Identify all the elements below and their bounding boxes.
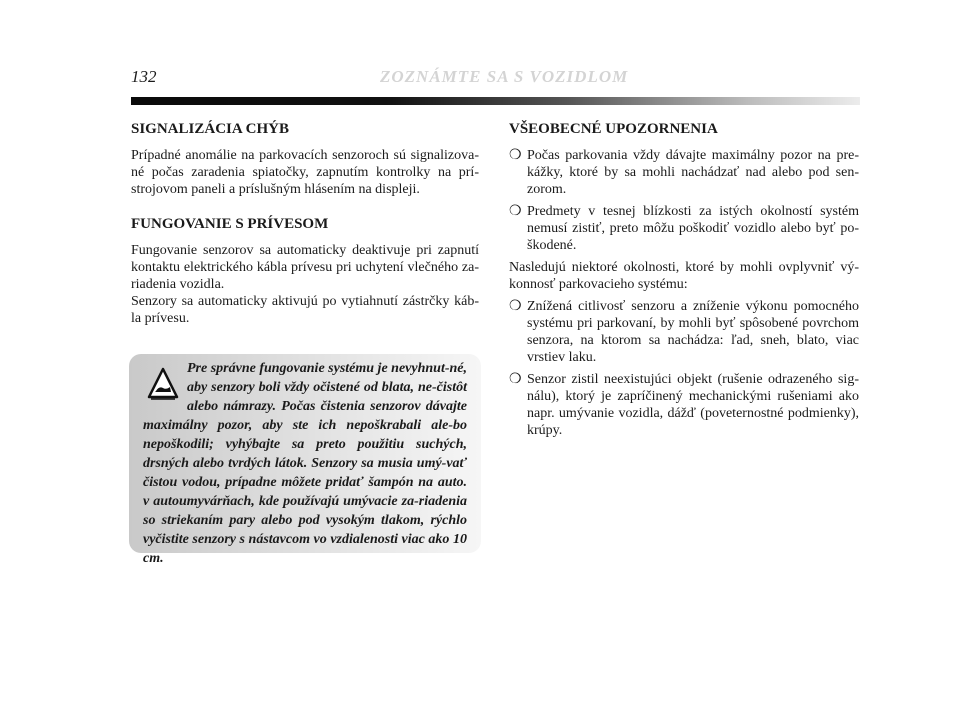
trailer-text-1: Fungovanie senzorov sa automaticky deaktivuje pri zapnutí kontaktu elektrického kábla prívesu pri uchytení vlečného za-riadenia vozidla. <box>131 243 479 292</box>
list-item-text: Znížená citlivosť senzoru a zníženie výkonu pomocného systému pri parkovaní, by mohli byť spôsobené povrchom senzora, na ktorom sa nachádza: ľad, sneh, blato, viac vrstiev laku. <box>527 299 859 365</box>
trailer-text-2: Senzory sa automaticky aktivujú po vytiahnutí zástrčky káb-la prívesu. <box>131 294 479 326</box>
list-item <box>509 147 859 198</box>
bullet-icon: ❍ <box>509 299 522 314</box>
right-column <box>509 121 859 444</box>
list-item-text: Senzor zistil neexistujúci objekt (rušenie odrazeného sig-nálu), ktorý je zapríčinený mechanickými rušeniami ako napr. umývanie vozidla, dážď (poveternostné podmienky), krúpy. <box>527 372 859 438</box>
list-item-text: Počas parkovania vždy dávajte maximálny pozor na pre-kážky, ktoré by sa mohli nachádzať nad alebo pod sen-zorom. <box>527 148 859 197</box>
list-item <box>509 371 859 439</box>
list-item <box>509 298 859 366</box>
left-column <box>131 121 479 335</box>
header-rule <box>131 97 860 105</box>
warning-triangle-icon <box>147 365 179 403</box>
section-title-general: VŠEOBECNÉ UPOZORNENIA <box>509 121 718 137</box>
general-warnings-list <box>509 147 859 254</box>
chapter-title: ZOZNÁMTE SA S VOZIDLOM <box>380 67 629 86</box>
circumstances-intro: Nasledujú niektoré okolnosti, ktoré by mohli ovplyvniť vý-konnosť parkovacieho systému: <box>509 260 859 292</box>
bullet-icon: ❍ <box>509 148 522 163</box>
bullet-icon: ❍ <box>509 204 522 219</box>
warning-text <box>143 359 467 568</box>
signaling-text: Prípadné anomálie na parkovacích senzoroch sú signalizova-né počas zaradenia spiatočky, zapnutím kontrolky na prí-strojovom paneli a príslušným hlásením na displeji. <box>131 148 479 197</box>
bullet-icon: ❍ <box>509 372 522 387</box>
section-title-trailer: FUNGOVANIE S PRÍVESOM <box>131 216 329 232</box>
warning-paragraph: Pre správne fungovanie systému je nevyhnut-né, aby senzory boli vždy očistené od blata, ne-čistôt alebo námrazy. Počas čistenia senzorov dávajte maximálny pozor, aby ste ich nepoškrabali ale-bo nepoškodili; vyhýbajte sa preto použitiu suchých, drsných alebo tvrdých látok. Senzory sa musia umý-vať čistou vodou, prípadne môžete pridať šampón na auto. v autoumyvárňach, kde používajú umývacie za-riadenia so striekaním pary alebo pod vysokým tlakom, rýchlo vyčistite senzory s nástavcom vo vzdialenosti viac ako 10 cm. <box>143 361 467 566</box>
page-number: 132 <box>131 67 157 86</box>
list-item-text: Predmety v tesnej blízkosti za istých okolností systém nemusí zistiť, preto môžu poškodiť vozidlo alebo byť po-škodené. <box>527 204 859 253</box>
warning-box <box>129 354 481 566</box>
section-title-signaling: SIGNALIZÁCIA CHÝB <box>131 121 289 137</box>
list-item <box>509 203 859 254</box>
circumstances-list <box>509 298 859 439</box>
